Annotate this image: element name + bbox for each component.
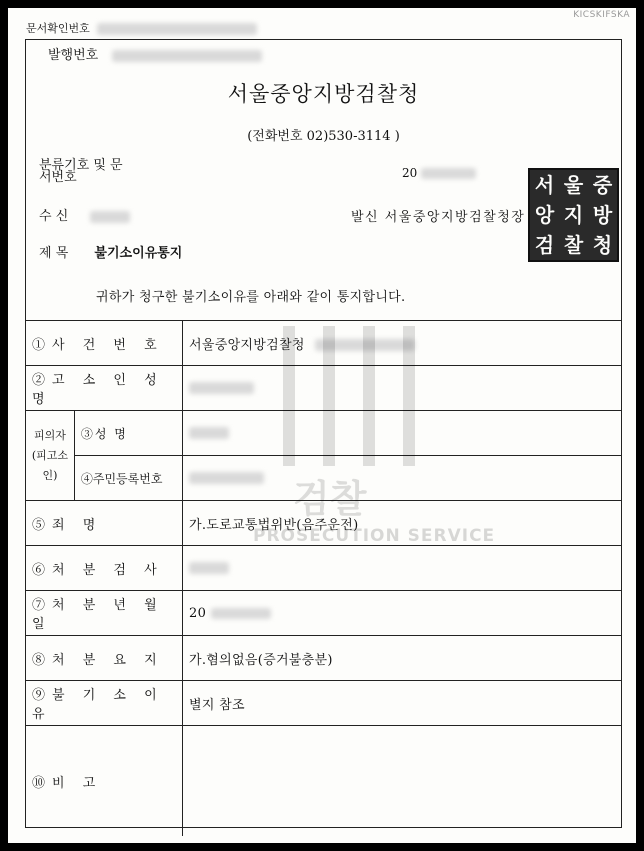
charge-value: 가.도로교통법위반(음주운전) [183,501,622,546]
watermark-english: PROSECUTION SERVICE [253,526,496,546]
official-seal: 서 울 중 앙 지 방 검 찰 청 [528,168,619,262]
suspect-name-value [183,411,622,456]
redacted-complainant [189,382,254,394]
subject-label: 제 목 [39,246,69,261]
subject-value: 불기소이유통지 [94,246,183,261]
issue-number-label: 발행번호 [48,48,99,63]
disposition-date-label: ⑦처 분 년 월 일 [26,591,183,636]
redacted-recipient [90,211,130,223]
disposition-summary-value: 가.혐의없음(증거불충분) [183,636,622,681]
document-frame [25,39,622,828]
complainant-name-label: ②고 소 인 성 명 [26,366,183,411]
remarks-value [183,726,622,837]
suspect-label: 피의자 (피고소인) [26,411,74,501]
complainant-name-value [183,366,622,411]
charge-label: ⑤죄 명 [26,501,183,546]
prosecutor-value [183,546,622,591]
suspect-id-value [183,456,622,501]
table-row [26,501,621,546]
redacted-suspect-id [189,472,264,484]
suspect-name-label: ③성 명 [74,411,182,456]
notice-table [26,320,621,836]
table-row [26,366,621,411]
reason-label: ⑨불 기 소 이 유 [26,681,183,726]
page-title: 서울중앙지방검찰청 [227,82,420,106]
phone-number: (전화번호 02)530-3114 ) [247,129,400,144]
table-row [26,636,621,681]
disposition-date-value: 20 [183,591,622,636]
redacted-disposition-date [211,608,271,619]
document-confirm-number [26,20,257,36]
table-row [26,681,621,726]
prosecutor-label: ⑥처 분 검 사 [26,546,183,591]
table-row [26,456,621,501]
case-number-label: ①사 건 번 호 [26,321,183,366]
corner-watermark: KICSKIFSKA [573,10,630,20]
subject [39,242,182,261]
classification-label: 분류기호 및 문서번호 [39,158,123,185]
redacted-date [421,168,476,179]
reason-value: 별지 참조 [183,681,622,726]
table-row [26,411,621,456]
redacted-confirm-number [97,23,257,35]
document-page [8,8,636,843]
table-row [26,546,621,591]
document-confirm-label: 문서확인번호 [26,22,90,35]
watermark-korean: 검찰 [293,477,367,521]
suspect-id-label: ④주민등록번호 [74,456,182,501]
intro-text: 귀하가 청구한 불기소이유를 아래와 같이 통지합니다. [96,290,406,305]
table-row [26,321,621,366]
table-row [26,591,621,636]
redacted-case-number [315,339,415,351]
redacted-issue-number [112,50,262,62]
redacted-suspect-name [189,427,229,439]
redacted-prosecutor [189,562,229,574]
remarks-label: ⑩비 고 [26,726,183,837]
sender: 발신 서울중앙지방검찰청장 [351,210,526,225]
table-row [26,726,621,837]
issue-date: 20 [402,166,476,180]
recipient-label: 수 신 [39,209,69,224]
issue-number [48,44,262,63]
disposition-summary-label: ⑧처 분 요 지 [26,636,183,681]
recipient [39,205,130,224]
case-number-value: 서울중앙지방검찰청 [183,321,622,366]
